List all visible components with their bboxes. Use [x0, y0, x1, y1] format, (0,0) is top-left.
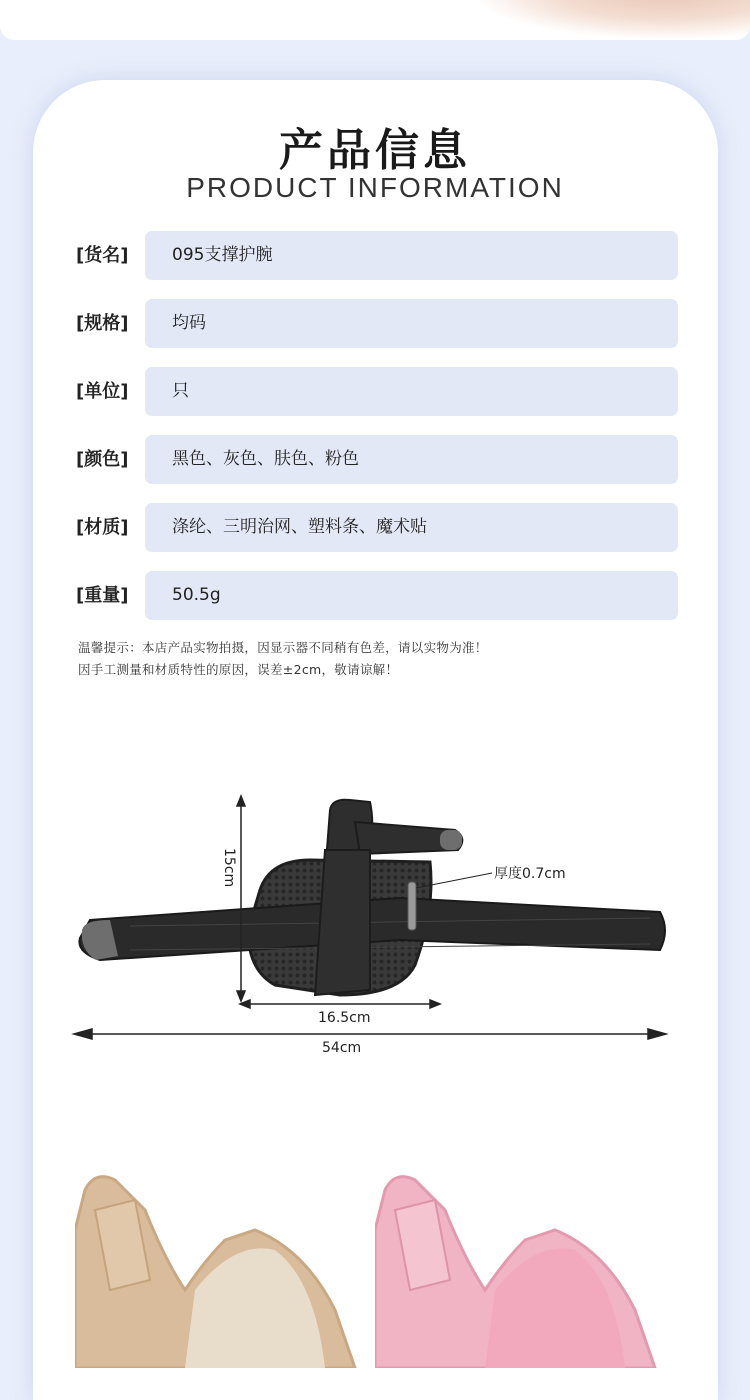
measurement-note: 因手工测量和材质特性的原因，误差±2cm，敬请谅解！ — [78, 662, 399, 677]
spec-value: 涤纶、三明治网、塑料条、魔术贴 — [172, 517, 427, 537]
pink-brace-photo — [375, 1170, 695, 1368]
spec-value: 095支撑护腕 — [172, 245, 273, 265]
section-subtitle: PRODUCT INFORMATION — [186, 172, 564, 203]
warm-tip-note: 温馨提示：本店产品实物拍摄，因显示器不同稍有色差，请以实物为准！ — [78, 640, 488, 655]
spec-row-size — [76, 299, 678, 348]
spec-row-name — [76, 231, 678, 280]
beige-brace-photo — [75, 1170, 395, 1368]
spec-value: 黑色、灰色、肤色、粉色 — [172, 449, 359, 469]
hand-photo-fragment — [470, 0, 750, 40]
top-photo-strip — [0, 0, 750, 40]
spec-value: 均码 — [172, 313, 206, 333]
spec-label: [规格] — [76, 313, 129, 334]
spec-value-box — [145, 299, 678, 348]
spec-value-box — [145, 231, 678, 280]
spec-row-material — [76, 503, 678, 552]
spec-label: [单位] — [76, 381, 129, 402]
spec-label: [颜色] — [76, 449, 129, 470]
width-dimension-label: 16.5cm — [318, 1010, 371, 1026]
spec-label: [货名] — [76, 245, 129, 266]
thickness-dimension-label: 厚度0.7cm — [494, 866, 566, 882]
spec-value: 50.5g — [172, 585, 221, 605]
product-dimension-diagram — [70, 790, 680, 1060]
spec-value-box — [145, 435, 678, 484]
length-dimension-label: 54cm — [322, 1040, 362, 1056]
spec-row-color — [76, 435, 678, 484]
spec-value: 只 — [172, 381, 189, 401]
spec-value-box — [145, 571, 678, 620]
spec-row-unit — [76, 367, 678, 416]
spec-label: [重量] — [76, 585, 129, 606]
wrist-brace-image — [79, 800, 665, 995]
spec-value-box — [145, 503, 678, 552]
section-title: 产品信息 — [279, 125, 471, 176]
spec-value-box — [145, 367, 678, 416]
height-dimension-label: 15cm — [221, 848, 237, 888]
spec-row-weight — [76, 571, 678, 620]
spec-label: [材质] — [76, 517, 129, 538]
